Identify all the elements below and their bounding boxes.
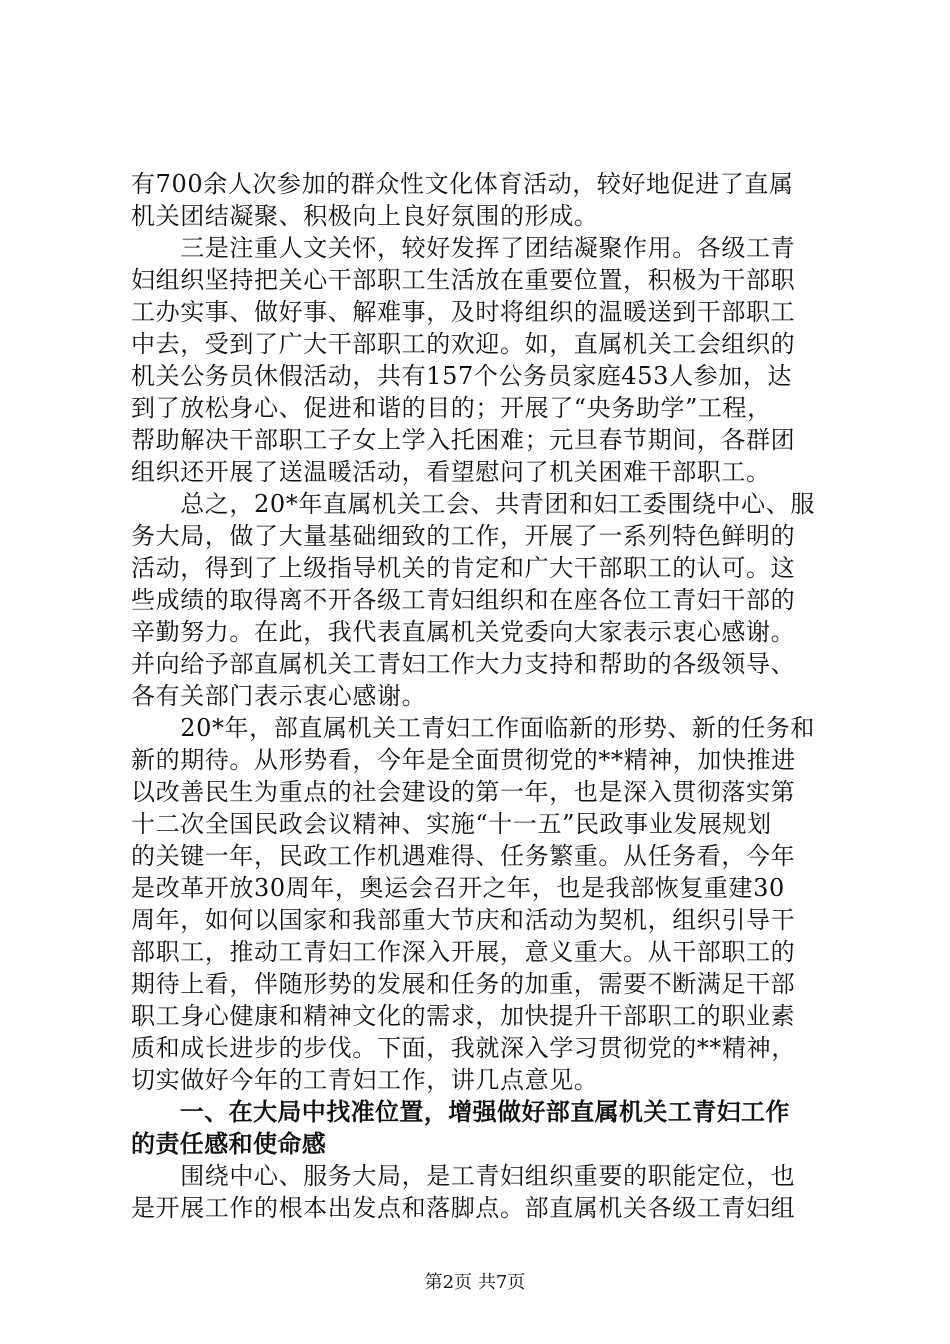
text-line: 是开展工作的根本出发点和落脚点。部直属机关各级工青妇组 <box>131 1194 796 1222</box>
text-line: 务大局，做了大量基础细致的工作，开展了一系列特色鲜明的 <box>131 522 796 550</box>
section-heading-line: 的责任感和使命感 <box>131 1130 327 1158</box>
text-line: 机关公务员休假活动，共有157个公务员家庭453人参加，达 <box>131 362 793 390</box>
section-heading-line: 一、在大局中找准位置，增强做好部直属机关工青妇工作 <box>131 1098 790 1126</box>
text-line: 各有关部门表示衷心感谢。 <box>131 682 427 710</box>
text-line: 活动，得到了上级指导机关的肯定和广大干部职工的认可。这 <box>131 554 796 582</box>
text-line: 妇组织坚持把关心干部职工生活放在重要位置，积极为干部职 <box>131 266 796 294</box>
text-line: 到了放松身心、促进和谐的目的；开展了“央务助学”工程， <box>131 394 772 422</box>
text-line: 切实做好今年的工青妇工作，讲几点意见。 <box>131 1066 599 1094</box>
text-line: 中去，受到了广大干部职工的欢迎。如，直属机关工会组织的 <box>131 330 796 358</box>
text-line: 新的期待。从形势看，今年是全面贯彻党的**精神，加快推进 <box>131 746 796 774</box>
text-line: 工办实事、做好事、解难事，及时将组织的温暖送到干部职工 <box>131 298 796 326</box>
text-line: 周年，如何以国家和我部重大节庆和活动为契机，组织引导干 <box>131 906 796 934</box>
text-line: 以改善民生为重点的社会建设的第一年，也是深入贯彻落实第 <box>131 778 796 806</box>
text-line: 三是注重人文关怀，较好发挥了团结凝聚作用。各级工青 <box>131 234 796 262</box>
text-line: 组织还开展了送温暖活动，看望慰问了机关困难干部职工。 <box>131 458 771 486</box>
text-line: 的关键一年，民政工作机遇难得、任务繁重。从任务看，今年 <box>131 842 796 870</box>
text-line: 职工身心健康和精神文化的需求，加快提升干部职工的职业素 <box>131 1002 796 1030</box>
text-line: 部职工，推动工青妇工作深入开展，意义重大。从干部职工的 <box>131 938 796 966</box>
text-line: 十二次全国民政会议精神、实施“十一五”民政事业发展规划 <box>131 810 772 838</box>
text-line: 总之，20*年直属机关工会、共青团和妇工委围绕中心、服 <box>131 490 815 518</box>
text-line: 机关团结凝聚、积极向上良好氛围的形成。 <box>131 202 599 230</box>
text-line: 辛勤努力。在此，我代表直属机关党委向大家表示衷心感谢。 <box>131 618 796 646</box>
text-line: 期待上看，伴随形势的发展和任务的加重，需要不断满足干部 <box>131 970 796 998</box>
text-line: 质和成长进步的步伐。下面，我就深入学习贯彻党的**精神， <box>131 1034 796 1062</box>
body-text <box>131 168 831 1224</box>
page-footer: 第2页 共7页 <box>424 1272 526 1293</box>
text-line: 并向给予部直属机关工青妇工作大力支持和帮助的各级领导、 <box>131 650 796 678</box>
text-line: 帮助解决干部职工子女上学入托困难；元旦春节期间，各群团 <box>131 426 796 454</box>
text-line: 20*年，部直属机关工青妇工作面临新的形势、新的任务和 <box>131 714 815 742</box>
text-line: 些成绩的取得离不开各级工青妇组织和在座各位工青妇干部的 <box>131 586 796 614</box>
text-line: 有700余人次参加的群众性文化体育活动，较好地促进了直属 <box>131 170 794 198</box>
text-line: 是改革开放30周年，奥运会召开之年，也是我部恢复重建30 <box>131 874 785 902</box>
text-line: 围绕中心、服务大局，是工青妇组织重要的职能定位，也 <box>131 1162 796 1190</box>
